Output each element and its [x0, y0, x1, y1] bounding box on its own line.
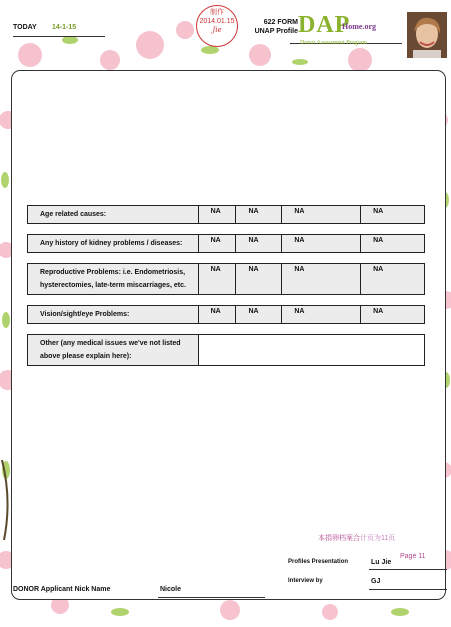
donor-photo: [407, 12, 447, 58]
table-spacer-row: [28, 295, 425, 306]
interview-by-label: Interview by: [288, 578, 323, 584]
stamp-date: 2014.01.15: [199, 18, 235, 25]
page-number: Page 11: [400, 553, 426, 560]
page-count-note: [318, 533, 395, 543]
logo-subtitle: Donor Assessment Program: [300, 40, 367, 46]
dap-logo: [298, 12, 404, 50]
na-value: NA: [248, 308, 259, 315]
table-spacer-row: [28, 253, 425, 264]
question-kidney: Any history of kidney problems / diseases:: [40, 240, 183, 247]
answer-cell: [236, 306, 282, 324]
form-title-line-1: 622 FORM: [263, 19, 298, 26]
form-title-line-2: UNAP Profile: [254, 28, 298, 35]
na-value: NA: [248, 237, 259, 244]
nick-name-label: DONOR Applicant Nick Name: [13, 586, 111, 593]
table-spacer-row: [28, 224, 425, 235]
answer-cell: [198, 264, 236, 295]
table-row: [28, 206, 425, 224]
page-count-note-tail: 计页为11页: [360, 535, 396, 542]
approval-stamp: [196, 5, 238, 47]
na-value: NA: [373, 308, 384, 315]
form-title: [234, 18, 298, 36]
question-cell: [28, 235, 199, 253]
answer-cell: [198, 206, 236, 224]
interview-by-value: GJ: [371, 578, 381, 585]
question-cell: [28, 335, 199, 366]
spacer-cell: [28, 253, 425, 264]
spacer-cell: [28, 295, 425, 306]
today-underline: [13, 36, 105, 37]
question-cell: [28, 306, 199, 324]
answer-cell: [236, 206, 282, 224]
question-vision: Vision/sight/eye Problems:: [40, 311, 130, 318]
answer-cell: [236, 264, 282, 295]
profiles-underline: [369, 569, 447, 570]
na-value: NA: [373, 237, 384, 244]
other-answer-cell: [198, 335, 424, 366]
stamp-signature: Jie: [212, 26, 222, 34]
na-value: NA: [373, 208, 384, 215]
spacer-cell: [28, 224, 425, 235]
profiles-presentation-value: Lu Jie: [371, 559, 392, 566]
na-value: NA: [210, 308, 221, 315]
na-value: NA: [294, 237, 305, 244]
logo-main-text: DAP: [298, 12, 351, 38]
today-value: 14-1-15: [52, 24, 77, 31]
na-value: NA: [294, 266, 305, 273]
answer-cell: [282, 264, 361, 295]
answer-cell: [361, 306, 425, 324]
na-value: NA: [210, 237, 221, 244]
interview-underline: [369, 589, 447, 590]
logo-domain: Home.org: [342, 22, 376, 31]
na-value: NA: [210, 266, 221, 273]
answer-cell: [282, 306, 361, 324]
profiles-presentation-label: Profiles Presentation: [288, 559, 349, 565]
answer-cell: [198, 235, 236, 253]
table-row: [28, 264, 425, 295]
answer-cell: [236, 235, 282, 253]
table-row: [28, 306, 425, 324]
na-value: NA: [294, 208, 305, 215]
donor-photo-image: [407, 12, 447, 58]
question-cell: [28, 206, 199, 224]
question-age-related: Age related causes:: [40, 211, 107, 218]
answer-cell: [198, 306, 236, 324]
question-other: Other (any medical issues we've not listed above please explain here):: [40, 340, 181, 360]
answer-cell: [361, 235, 425, 253]
answer-cell: [361, 206, 425, 224]
page-count-note-main: 本捐卵档案合: [318, 535, 360, 542]
table-spacer-row: [28, 324, 425, 335]
nick-name-value: Nicole: [160, 586, 182, 593]
answer-cell: [361, 264, 425, 295]
answer-cell: [282, 235, 361, 253]
question-reproductive: Reproductive Problems: i.e. Endometriosis, hysterectomies, late-term miscarriages, etc.: [40, 269, 186, 289]
na-value: NA: [210, 208, 221, 215]
question-cell: [28, 264, 199, 295]
na-value: NA: [248, 266, 259, 273]
table-row: [28, 235, 425, 253]
today-label: TODAY: [13, 24, 37, 31]
answer-cell: [282, 206, 361, 224]
table-row: [28, 335, 425, 366]
na-value: NA: [248, 208, 259, 215]
na-value: NA: [373, 266, 384, 273]
page-header: [0, 0, 451, 66]
stamp-line-1: 制作: [210, 9, 224, 16]
na-value: NA: [294, 308, 305, 315]
nick-name-underline: [158, 597, 265, 598]
spacer-cell: [28, 324, 425, 335]
medical-history-table: [27, 205, 425, 366]
